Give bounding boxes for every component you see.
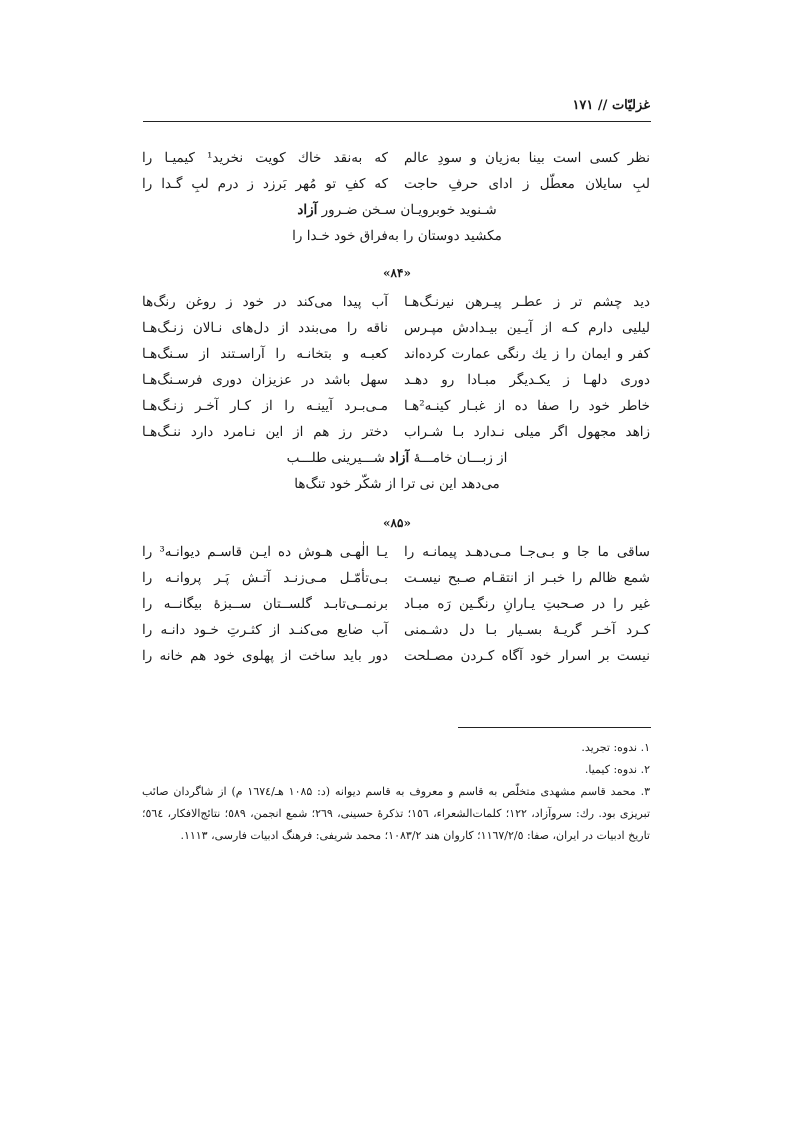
footnote: ۱. ندوه: تجريد. [581,741,650,754]
running-head: غزليّات // ۱۷۱ [572,98,650,113]
hemistich-first: غير را در صـحبتِ يـارانِ رنگـين رَه مبـاد [404,596,650,612]
hemistich-second: آب پيدا مى‌كند در خود ز روغن رنگ‌ها [142,294,388,310]
hemistich-second: آب ضايع مى‌كنـد از كثـرتِ خـود دانـه را [142,622,388,638]
couplet [142,566,650,590]
closing-text: شـــيرينى طلـــب [286,450,390,466]
footnote: ۳. محمد قاسم مشهدى متخلّص به قاسم و معروف به قاسم ديوانه (د: ۱۰۸۵ هـ/١٦٧٤ م) از شاگردان صائب تبريزى بود. رك: سروآزاد، ١٢٢؛ كلمات‌الشعراء، ١٥٦؛ تذكرهٔ حسينى، ٢٦٩؛ شمع انجمن، ٥٨٩؛ نتائج‌الافكار، ٥٦٤؛ تاريخ ادبيات در ايران، صفا: ١١٦٧/٢/٥؛ كاروان هند ١٠٨٣/٢؛ محمد شريفى: فرهنگ ادبيات فارسى، ١١١٣. [142,785,651,842]
hemistich-second: بـى‌تأمّـل مـى‌زنـد آتـش پَـر پروانـه را [142,570,388,586]
couplet [142,394,650,418]
poet-name: آزاد [297,202,318,218]
poem-number: «۸۴» [383,266,411,280]
hemistich-second: ناقه را مى‌بندد از دل‌هاى نـالان زنـگ‌هـا [142,320,388,336]
couplet [142,172,650,196]
closing-verse-line [143,446,651,470]
hemistich-second: كه كفِ تو مُهر بَرزد ز درم لبِ گـدا را [142,176,388,192]
hemistich-first: نظر كسى است بينا به‌زيان و سودِ عالم [404,150,650,166]
hemistich-second: مـى‌بـرد آيينـه را از كـار آخـر زنـگ‌هـا [142,398,388,414]
hemistich-first: دورى دلهـا ز يكـديگر مبـادا رو دهـد [404,372,650,388]
hemistich-first: نيست بر اسرار خود آگاه كـردن مصـلحت [404,648,650,664]
hemistich-second: سهل باشد در عزيزان دورى فرسـنگ‌هـا [142,372,388,388]
closing-verse-line: مكشيد دوستان را به‌فراق خود خـدا را [292,228,502,244]
couplet [142,146,650,170]
couplet [142,316,650,340]
hemistich-first: ساقى ما جا و بـى‌جـا مـى‌دهـد پيمانـه را [404,544,650,560]
couplet [142,368,650,392]
closing-verse-line: مى‌دهد اين نى ترا از شكّر خود تنگ‌ها [294,476,500,492]
couplet [142,540,650,564]
hemistich-second: يـا الٰهـى هـوش ده ايـن قاسـم ديوانـه³ را [142,544,389,560]
hemistich-first: خاطر خود را صفا ده از غبـار كينـه²هـا [404,398,650,414]
hemistich-first: كفر و ايمان را ز يك رنگى عمارت كرده‌اند [404,346,650,362]
hemistich-second: كعبـه و بتخانـه را آراسـتند از سـنگ‌هـا [142,346,388,362]
hemistich-second: كه به‌نقد خاك كويت نخريد¹ كيميـا را [142,150,388,166]
closing-verse-line [143,198,651,222]
hemistich-first: لبِ سايلان معطّل ز اداى حرفِ حاجت [404,176,650,192]
closing-text: شـنويد خوبرويـان سـخن ضـرور [317,202,497,218]
poet-name: آزاد [389,450,410,466]
hemistich-first: ديد چشم تر ز عطـر پيـرهن نيرنـگ‌هـا [404,294,650,310]
couplet [142,290,650,314]
closing-text: از زبـــان خامـــهٔ [409,450,508,466]
hemistich-first: كـرد آخـر گريـهٔ بسـيار بـا دل دشـمنى [404,622,650,638]
couplet [142,420,650,444]
couplet [142,342,650,366]
hemistich-first: شمع ظالم را خبـر از انتقـام صـبح نيسـت [404,570,650,586]
header-rule [143,121,651,122]
couplet [142,618,650,642]
couplet [142,644,650,668]
footnote-rule [458,727,651,728]
hemistich-second: دور بايد ساخت از پهلوى خود هم خانه را [142,648,388,664]
hemistich-second: برنمــى‌تابـد گلســتان ســبزهٔ بيگانــه را [142,596,388,612]
hemistich-second: دختر رز هم از اين نـامرد دارد ننـگ‌هـا [142,424,388,440]
footnote: ۲. ندوه: كيميا. [584,763,650,776]
couplet [142,592,650,616]
poem-number: «۸۵» [383,516,411,530]
hemistich-first: زاهد مجهول اگر ميلى نـدارد بـا شـراب [404,424,650,440]
hemistich-first: ليليى دارم كـه از آيـين بيـدادش مپـرس [404,320,650,336]
